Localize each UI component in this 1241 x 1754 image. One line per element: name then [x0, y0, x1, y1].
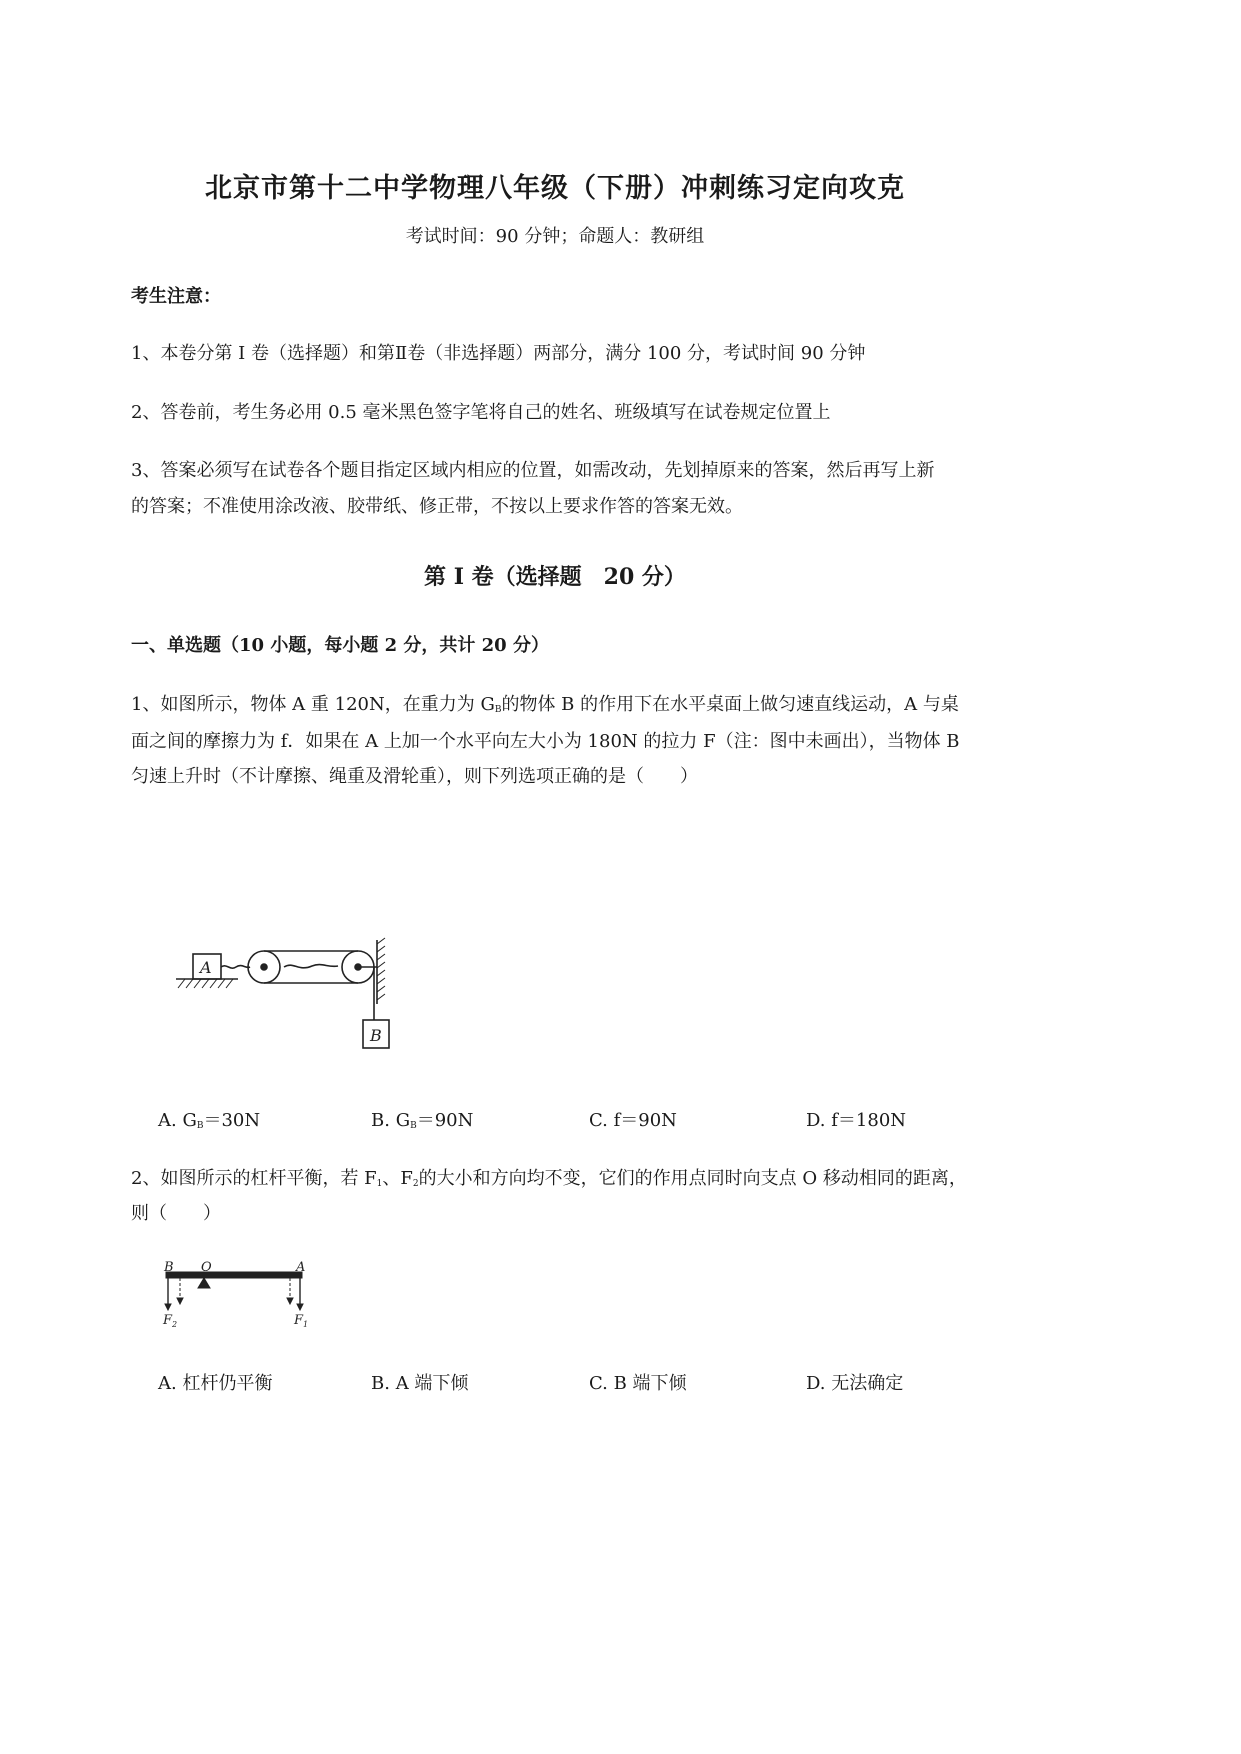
fulcrum	[198, 1278, 210, 1288]
q2-option-c[interactable]: C. B 端下倾	[589, 1373, 687, 1394]
q2-option-d[interactable]: D. 无法确定	[806, 1373, 904, 1394]
lever-bar	[166, 1272, 302, 1278]
q2-option-b[interactable]: B. A 端下倾	[371, 1373, 469, 1394]
q1-option-a[interactable]: A. $G_B=30N$	[158, 1110, 261, 1131]
question-1-line-2: 面之间的摩擦力为 f．如果在 A 上加一个水平向左大小为 180N 的拉力 F（注：图中未画出），当物体 B	[131, 731, 960, 752]
label-f1: $F_1$	[294, 1313, 309, 1329]
notice-item-3: 3、答案必须写在试卷各个题目指定区域内相应的位置，如需改动，先划掉原来的答案，然后再写上新	[131, 460, 935, 481]
lever-diagram	[160, 1260, 310, 1330]
rope-a	[221, 966, 250, 969]
page-title: 北京市第十二中学物理八年级（下册）冲刺练习定向攻克	[205, 173, 905, 204]
exam-info: 考试时间：90 分钟；命题人：教研组	[405, 226, 705, 247]
q1-option-d[interactable]: D. f＝180N	[806, 1110, 907, 1131]
question-2-line-1: 2、如图所示的杠杆平衡，若 $F_1$、$F_2$的大小和方向均不变，它们的作用点同时向支点 O 移动相同的距离，	[131, 1168, 967, 1189]
part-heading: 一、单选题（10 小题，每小题 2 分，共计 20 分）	[131, 635, 549, 656]
question-2-line-2: 则（ ）	[131, 1203, 221, 1224]
question-1-line-1: 1、如图所示，物体 A 重 120N，在重力为 $G_B$的物体 B 的作用下在水平桌面上做匀速直线运动，A 与桌	[131, 694, 959, 715]
label-a: A	[296, 1260, 306, 1275]
q2-option-a[interactable]: A. 杠杆仍平衡	[158, 1373, 273, 1394]
pulley-diagram	[172, 936, 402, 1056]
section-title: 第 I 卷（选择题 20 分）	[424, 564, 686, 590]
notice-item-3-continued: 的答案；不准使用涂改液、胶带纸、修正带，不按以上要求作答的答案无效。	[131, 496, 743, 517]
q1-option-c[interactable]: C. f＝90N	[589, 1110, 677, 1131]
label-f2: $F_2$	[163, 1313, 178, 1329]
label-a: A	[200, 958, 212, 977]
notice-item-1: 1、本卷分第 I 卷（选择题）和第Ⅱ卷（非选择题）两部分，满分 100 分，考试时间 90 分钟	[131, 343, 866, 364]
q1-option-b[interactable]: B. $G_B=90N$	[371, 1110, 474, 1131]
label-b: B	[164, 1260, 174, 1275]
label-b: B	[370, 1026, 382, 1045]
notice-heading: 考生注意：	[131, 286, 221, 307]
question-1-line-3: 匀速上升时（不计摩擦、绳重及滑轮重），则下列选项正确的是（ ）	[131, 766, 698, 787]
label-o: O	[201, 1260, 212, 1275]
notice-item-2: 2、答卷前，考生务必用 0.5 毫米黑色签字笔将自己的姓名、班级填写在试卷规定位置上	[131, 402, 831, 423]
